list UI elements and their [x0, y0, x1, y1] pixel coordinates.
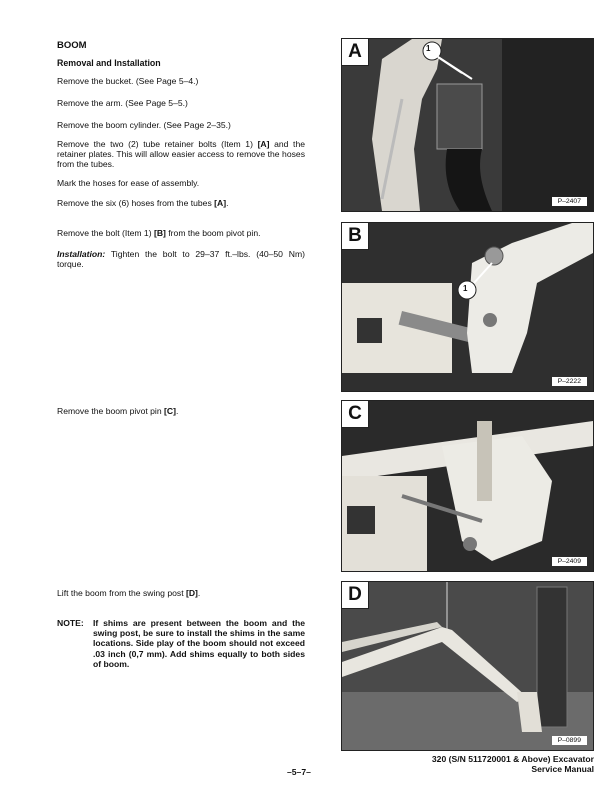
footer-manual: Service Manual — [531, 764, 594, 774]
manual-footer — [432, 754, 594, 774]
figure-d-photo — [341, 581, 594, 751]
step-remove-hoses: Remove the six (6) hoses from the tubes [A]. — [57, 198, 229, 208]
figure-a-image — [342, 39, 593, 211]
note-body: If shims are present between the boom and the swing post, be sure to install the shims in the same locations. Side play of the boom should not exceed .03 inch (0,7 mm). Add shims equally to both sides of boom. — [93, 618, 305, 669]
step-mark-hoses: Mark the hoses for ease of assembly. — [57, 178, 200, 188]
figure-c-image — [342, 401, 593, 571]
figure-d-code: P–0899 — [552, 736, 587, 745]
figure-c-photo — [341, 400, 594, 572]
installation-instruction: Installation: Tighten the bolt to 29–37 ft.–lbs. (40–50 Nm) torque. — [57, 249, 305, 270]
step-lift-boom: Lift the boom from the swing post [D]. — [57, 588, 201, 598]
figure-b-letter: B — [342, 223, 369, 250]
figure-b-photo — [341, 222, 594, 392]
figure-b-callout: 1 — [463, 284, 468, 293]
figure-a-letter: A — [342, 39, 369, 66]
step-remove-tube-bolts: Remove the two (2) tube retainer bolts (Item 1) [A] and the retainer plates. This will allow easier access to remove the hoses from the tubes. — [57, 139, 306, 170]
figure-a-code: P–2407 — [552, 197, 587, 206]
figure-a-callout: 1 — [426, 44, 431, 53]
page-number: –5–7– — [287, 767, 311, 777]
figure-c-letter: C — [342, 401, 369, 428]
step-remove-bolt: Remove the bolt (Item 1) [B] from the boom pivot pin. — [57, 228, 261, 238]
step-remove-arm: Remove the arm. (See Page 5–5.) — [57, 98, 188, 108]
figure-d-image — [342, 582, 593, 750]
figure-c-code: P–2409 — [552, 557, 587, 566]
subsection-title: Removal and Installation — [57, 58, 161, 68]
step-remove-boom-cylinder: Remove the boom cylinder. (See Page 2–35.) — [57, 120, 231, 130]
section-title: BOOM — [57, 40, 87, 51]
note-label: NOTE: — [57, 618, 84, 628]
figure-d-letter: D — [342, 582, 369, 609]
step-remove-bucket: Remove the bucket. (See Page 5–4.) — [57, 76, 199, 86]
shim-note — [57, 618, 305, 669]
step-remove-pivot-pin: Remove the boom pivot pin [C]. — [57, 406, 179, 416]
figure-b-image — [342, 223, 593, 391]
figure-a-photo — [341, 38, 594, 212]
footer-model: 320 (S/N 511720001 & Above) Excavator — [431, 754, 594, 764]
figure-b-code: P–2222 — [552, 377, 587, 386]
